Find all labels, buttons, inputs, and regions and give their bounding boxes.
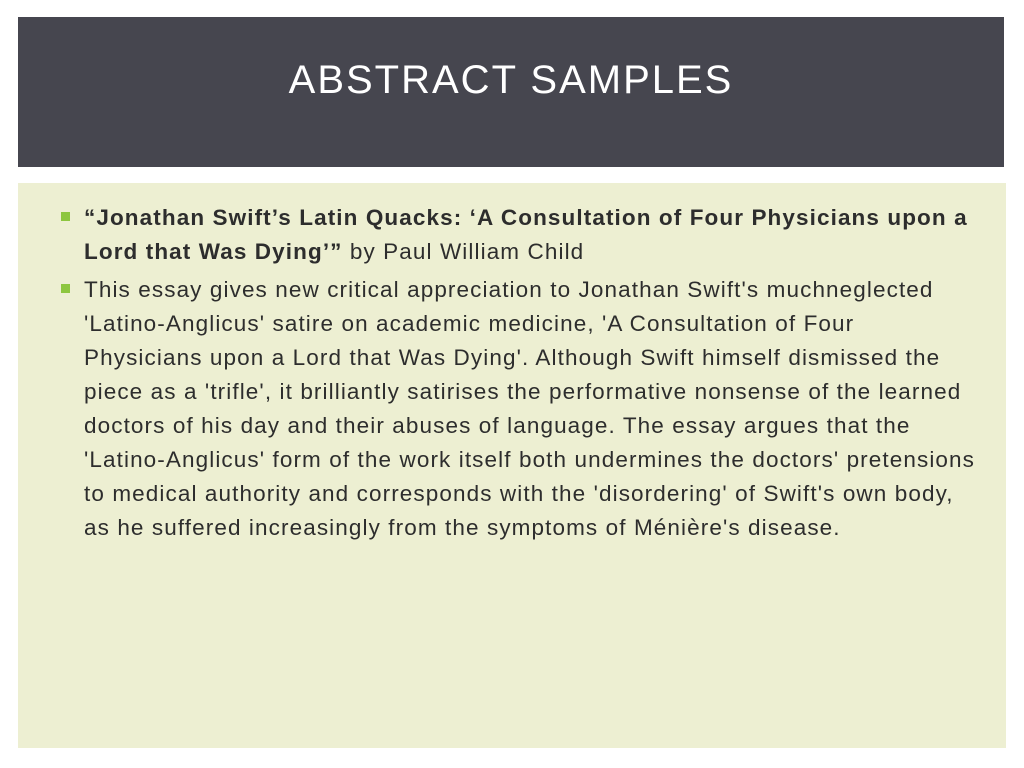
bullet-item-citation [60, 201, 980, 269]
bullet-list [60, 201, 980, 549]
abstract-text: This essay gives new critical appreciation to Jonathan Swift's muchneglected 'Latino-Anglicus' satire on academic medicine, 'A Consultation of Four Physicians upon a Lord that Was Dying'. Although Swift himself dismissed the piece as a 'trifle', it brilliantly satirises the performative nonsense of the learned doctors of his day and their abuses of language. The essay argues that the 'Latino-Anglicus' form of the work itself both undermines the doctors' pretensions to medical authority and corresponds with the 'disordering' of Swift's own body, as he suffered increasingly from the symptoms of Ménière's disease. [84, 277, 975, 540]
title-bar [18, 17, 1004, 167]
square-bullet-icon [61, 284, 70, 293]
content-box [18, 183, 1006, 748]
bullet-item-abstract [60, 273, 980, 545]
square-bullet-icon [61, 212, 70, 221]
author-byline: by Paul William Child [342, 239, 585, 264]
essay-title: “Jonathan Swift’s Latin Quacks: ‘A Consultation of Four Physicians upon a Lord that Was Dying’” [84, 205, 968, 264]
slide-title: ABSTRACT SAMPLES [288, 57, 734, 102]
